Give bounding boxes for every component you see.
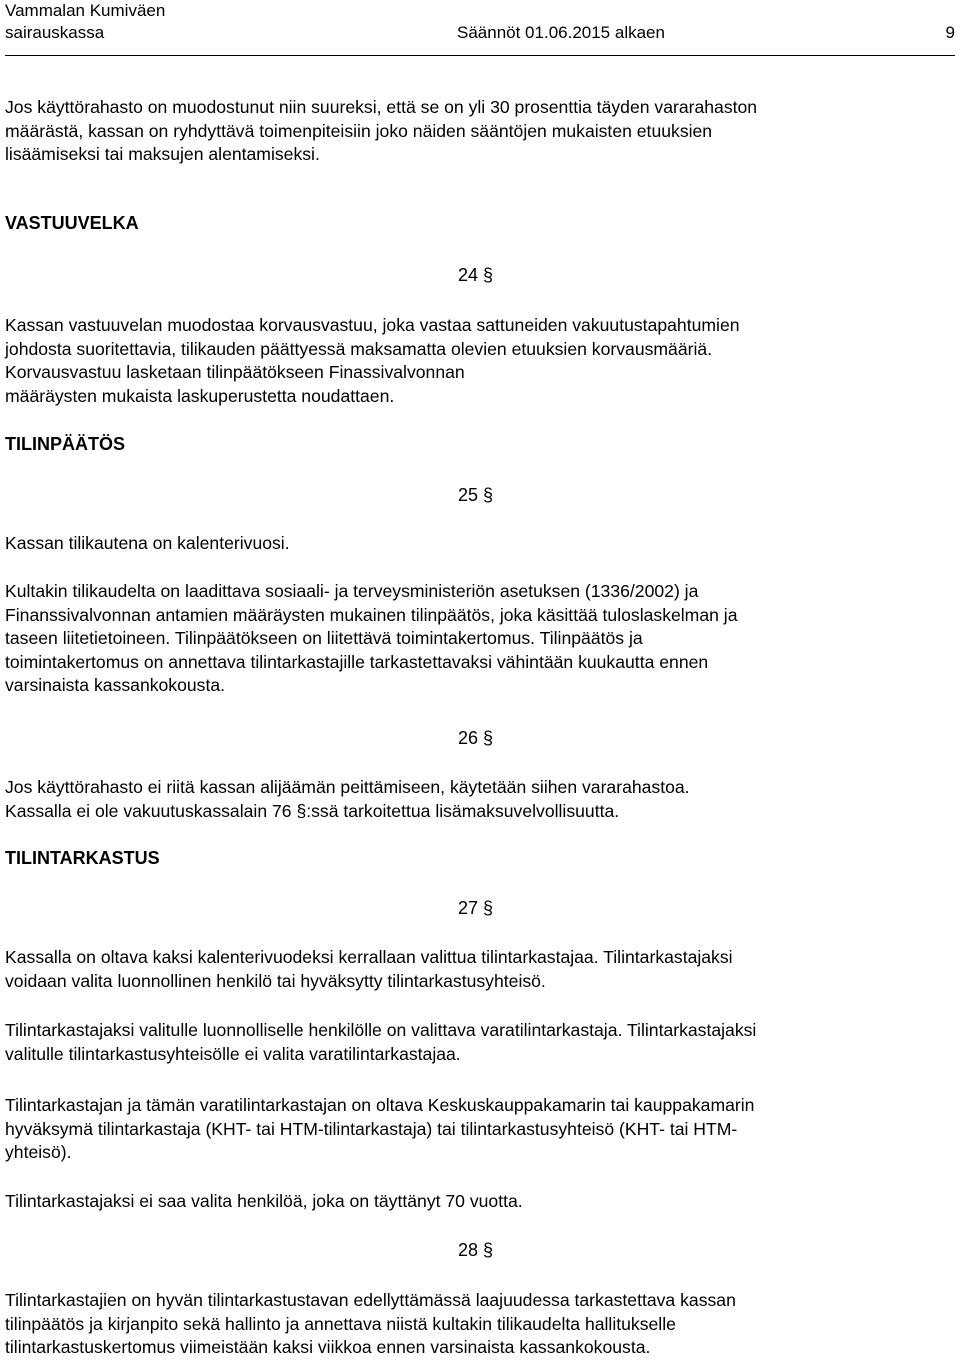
paragraph-line: Tilintarkastajaksi ei saa valita henkilöä, joka on täyttänyt 70 vuotta. xyxy=(5,1191,523,1211)
paragraph-line: määrästä, kassan on ryhdyttävä toimenpiteisiin joko näiden sääntöjen mukaisten etuuksien xyxy=(5,120,713,141)
paragraph-line: hyväksymä tilintarkastaja (KHT- tai HTM-tilintarkastaja) tai tilintarkastusyhteisö (KHT- tai HTM- xyxy=(5,1118,738,1139)
paragraph-line: Kassalla on oltava kaksi kalenterivuodeksi kerrallaan valittua tilintarkastajaa. Tilintarkastajaksi xyxy=(5,947,733,967)
section-number: 24 § xyxy=(458,265,494,285)
paragraph-line: Kassalla ei ole vakuutuskassalain 76 §:ssä tarkoitettua lisämaksuvelvollisuutta. xyxy=(5,800,620,821)
section-number: 27 § xyxy=(458,898,494,918)
paragraph-line: Kultakin tilikaudelta on laadittava sosiaali- ja terveysministeriön asetuksen (1336/2002) ja xyxy=(5,581,699,601)
paragraph xyxy=(5,776,955,823)
paragraph-line: toimintakertomus on annettava tilintarkastajille tarkastettavaksi vähintään kuukautta ennen xyxy=(5,651,709,672)
section-number: 26 § xyxy=(458,728,494,748)
paragraph-line: tilinpäätös ja kirjanpito sekä hallinto ja annettava niistä kultakin tilikaudelta hallitukselle xyxy=(5,1313,676,1334)
page-header xyxy=(5,0,955,44)
paragraph-line: voidaan valita luonnollinen henkilö tai hyväksytty tilintarkastusyhteisö. xyxy=(5,970,546,991)
paragraph-line: Kassan tilikautena on kalenterivuosi. xyxy=(5,533,290,553)
page-number: 9 xyxy=(945,23,955,42)
section-number: 28 § xyxy=(458,1240,494,1260)
paragraph-line: yhteisö). xyxy=(5,1142,72,1163)
paragraph xyxy=(5,946,955,993)
paragraph xyxy=(5,580,955,698)
paragraph-line: Finanssivalvonnan antamien määräysten mukainen tilinpäätös, joka käsittää tuloslaskelman ja xyxy=(5,604,738,625)
paragraph xyxy=(5,1019,955,1066)
paragraph-line: Jos käyttörahasto ei riitä kassan alijäämän peittämiseen, käytetään siihen vararahastoa. xyxy=(5,777,690,797)
paragraph xyxy=(5,1094,955,1165)
paragraph xyxy=(5,532,955,556)
organization-name: Vammalan Kumiväen xyxy=(5,1,166,20)
paragraph xyxy=(5,1289,955,1360)
paragraph-line: Jos käyttörahasto on muodostunut niin suureksi, että se on yli 30 prosenttia täyden vararahaston xyxy=(5,97,758,117)
paragraph xyxy=(5,314,955,408)
paragraph-line: valitulle tilintarkastusyhteisölle ei valita varatilintarkastajaa. xyxy=(5,1043,461,1064)
section-heading: TILINPÄÄTÖS xyxy=(5,434,125,454)
paragraph-line: lisäämiseksi tai maksujen alentamiseksi. xyxy=(5,144,320,165)
paragraph xyxy=(5,96,955,167)
section-heading: TILINTARKASTUS xyxy=(5,848,160,868)
paragraph-line: määräysten mukaista laskuperustetta noudattaen. xyxy=(5,385,395,406)
paragraph-line: Tilintarkastajaksi valitulle luonnolliselle henkilölle on valittava varatilintarkastaja. Tilintarkastajaksi xyxy=(5,1020,757,1040)
paragraph-line: varsinaista kassankokousta. xyxy=(5,675,226,696)
paragraph-line: Kassan vastuuvelan muodostaa korvausvastuu, joka vastaa sattuneiden vakuutustapahtumien xyxy=(5,315,740,335)
organization-name-cont: sairauskassa xyxy=(5,23,105,42)
paragraph-line: taseen liitetietoineen. Tilinpäätökseen on liitettävä toimintakertomus. Tilinpäätös ja xyxy=(5,628,643,649)
paragraph-line: johdosta suoritettavia, tilikauden päättyessä maksamatta olevien etuuksien korvausmääriä. xyxy=(5,338,713,359)
rules-date: Säännöt 01.06.2015 alkaen xyxy=(457,23,665,42)
paragraph xyxy=(5,1190,955,1214)
paragraph-line: Tilintarkastajien on hyvän tilintarkastustavan edellyttämässä laajuudessa tarkastettava kassan xyxy=(5,1290,736,1310)
header-divider xyxy=(5,55,955,56)
paragraph-line: tilintarkastuskertomus viimeistään kaksi viikkoa ennen varsinaista kassankokousta. xyxy=(5,1337,651,1358)
paragraph-line: Korvausvastuu lasketaan tilinpäätökseen Finassivalvonnan xyxy=(5,362,465,383)
section-heading: VASTUUVELKA xyxy=(5,213,139,233)
section-number: 25 § xyxy=(458,485,494,505)
paragraph-line: Tilintarkastajan ja tämän varatilintarkastajan on oltava Keskuskauppakamarin tai kauppakamarin xyxy=(5,1095,755,1115)
